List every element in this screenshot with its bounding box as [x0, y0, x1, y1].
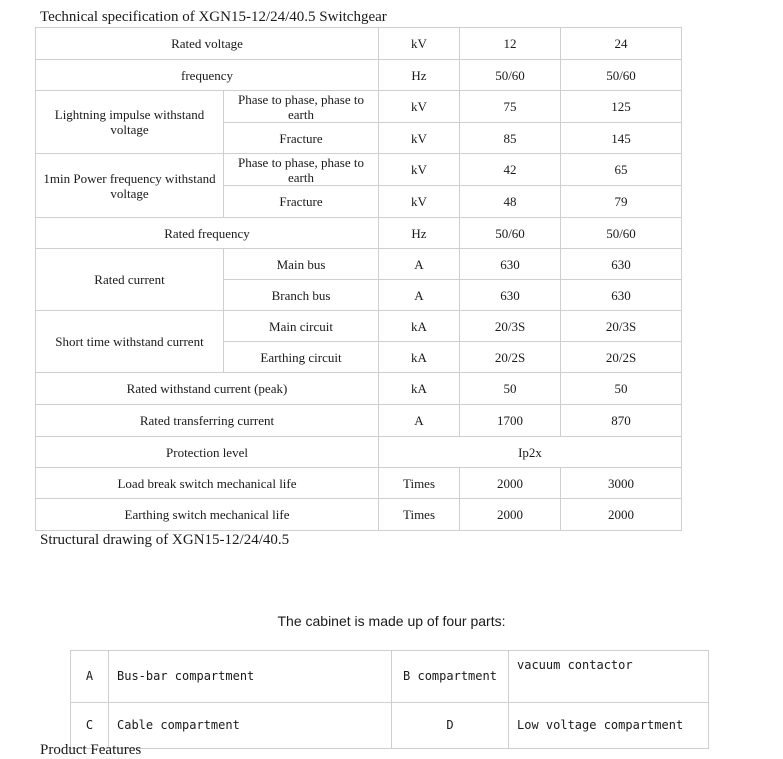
unit-cell: Times: [379, 499, 460, 531]
value-12kv: 20/3S: [460, 311, 561, 342]
unit-cell: kV: [379, 186, 460, 218]
table-row: [36, 60, 682, 91]
value-12kv: 42: [460, 154, 561, 186]
value-12kv: 48: [460, 186, 561, 218]
part-key: A: [71, 651, 109, 703]
row-label: Load break switch mechanical life: [36, 468, 379, 499]
value-24kv: 20/2S: [561, 342, 682, 373]
value-12kv: 50/60: [460, 60, 561, 91]
value-24kv: 50: [561, 373, 682, 405]
table-row: [36, 437, 682, 468]
table-row: [36, 468, 682, 499]
value-12kv: 630: [460, 249, 561, 280]
value-12kv: 2000: [460, 468, 561, 499]
table-row: [36, 405, 682, 437]
sub-label: Phase to phase, phase to earth: [224, 154, 379, 186]
value-12kv: 20/2S: [460, 342, 561, 373]
unit-cell: kV: [379, 123, 460, 154]
value-12kv: 85: [460, 123, 561, 154]
sub-label: Phase to phase, phase to earth: [224, 91, 379, 123]
value-24kv: 20/3S: [561, 311, 682, 342]
parts-table: [70, 650, 709, 749]
unit-cell: kA: [379, 373, 460, 405]
sub-label: Branch bus: [224, 280, 379, 311]
table-row: [36, 218, 682, 249]
group-label: Rated current: [36, 249, 224, 311]
spec-table: [35, 27, 682, 531]
unit-cell: A: [379, 405, 460, 437]
table-row: [36, 91, 682, 123]
row-label: Rated transferring current: [36, 405, 379, 437]
value-24kv: 50/60: [561, 218, 682, 249]
table-row: [36, 28, 682, 60]
row-label: frequency: [36, 60, 379, 91]
value-24kv: 630: [561, 280, 682, 311]
unit-cell: kV: [379, 91, 460, 123]
value-24kv: 24: [561, 28, 682, 60]
unit-cell: A: [379, 280, 460, 311]
row-label: Earthing switch mechanical life: [36, 499, 379, 531]
drawing-title: Structural drawing of XGN15-12/24/40.5: [40, 532, 290, 548]
row-label: Protection level: [36, 437, 379, 468]
value-24kv: 79: [561, 186, 682, 218]
value-12kv: 12: [460, 28, 561, 60]
table-row: [71, 703, 709, 749]
value-12kv: 1700: [460, 405, 561, 437]
part-key: B compartment: [392, 651, 509, 703]
unit-cell: Hz: [379, 60, 460, 91]
unit-cell: Hz: [379, 218, 460, 249]
value-24kv: 2000: [561, 499, 682, 531]
table-row: [36, 499, 682, 531]
value-12kv: 2000: [460, 499, 561, 531]
unit-cell: kV: [379, 28, 460, 60]
part-key: D: [392, 703, 509, 749]
value-24kv: 125: [561, 91, 682, 123]
sub-label: Fracture: [224, 123, 379, 154]
product-features-heading: Product Features: [40, 742, 142, 758]
table-row: [36, 311, 682, 342]
group-label: Short time withstand current: [36, 311, 224, 373]
group-label: 1min Power frequency withstand voltage: [36, 154, 224, 218]
value-12kv: 50/60: [460, 218, 561, 249]
part-name: Low voltage compartment: [509, 703, 709, 749]
unit-cell: kA: [379, 311, 460, 342]
sub-label: Earthing circuit: [224, 342, 379, 373]
value-12kv: 50: [460, 373, 561, 405]
table-row: [71, 651, 709, 703]
value-24kv: 65: [561, 154, 682, 186]
table-row: [36, 249, 682, 280]
unit-cell: kV: [379, 154, 460, 186]
unit-cell: A: [379, 249, 460, 280]
value-24kv: 630: [561, 249, 682, 280]
spec-title: Technical specification of XGN15-12/24/40.5 Switchgear: [40, 9, 387, 25]
row-label: Rated withstand current (peak): [36, 373, 379, 405]
part-name: Cable compartment: [109, 703, 392, 749]
unit-cell: Times: [379, 468, 460, 499]
unit-cell: kA: [379, 342, 460, 373]
table-row: [36, 154, 682, 186]
value-24kv: 145: [561, 123, 682, 154]
sub-label: Main circuit: [224, 311, 379, 342]
value-24kv: 870: [561, 405, 682, 437]
row-label: Rated frequency: [36, 218, 379, 249]
sub-label: Main bus: [224, 249, 379, 280]
value-24kv: 50/60: [561, 60, 682, 91]
table-row: [36, 373, 682, 405]
value-12kv: 75: [460, 91, 561, 123]
parts-heading: The cabinet is made up of four parts:: [277, 613, 506, 629]
group-label: Lightning impulse withstand voltage: [36, 91, 224, 154]
row-label: Rated voltage: [36, 28, 379, 60]
part-name: Bus-bar compartment: [109, 651, 392, 703]
protection-value: Ip2x: [379, 437, 682, 468]
value-12kv: 630: [460, 280, 561, 311]
part-name: vacuum contactor: [509, 651, 709, 703]
sub-label: Fracture: [224, 186, 379, 218]
part-key: C: [71, 703, 109, 749]
value-24kv: 3000: [561, 468, 682, 499]
